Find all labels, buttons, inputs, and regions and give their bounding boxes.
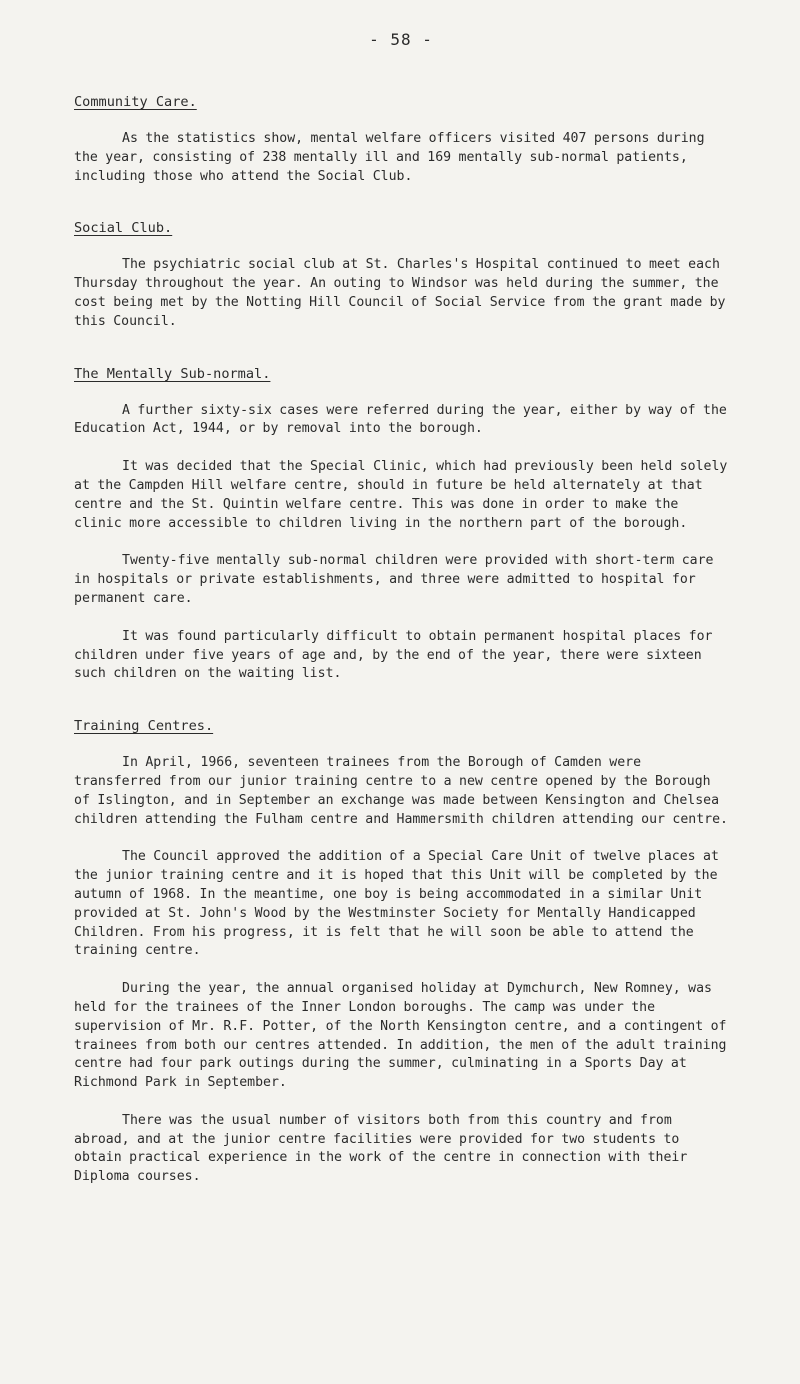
paragraph: During the year, the annual organised holiday at Dymchurch, New Romney, was held for the trainees of the Inner London boroughs. The camp was under the supervision of Mr. R.F. Potter, of the North Kensington centre, and a contingent of trainees from both our centres attended. In addition, the men of the adult training centre had four park outings during the summer, culminating in a Sports Day at Richmond Park in September. xyxy=(74,981,727,1091)
section-social-club xyxy=(74,219,728,331)
paragraph: A further sixty-six cases were referred during the year, either by way of the Education Act, 1944, or by removal into the borough. xyxy=(74,402,727,437)
section-heading: The Mentally Sub-normal. xyxy=(74,365,271,382)
paragraph: It was found particularly difficult to obtain permanent hospital places for children under five years of age and, by the end of the year, there were sixteen such children on the waiting list. xyxy=(74,628,713,682)
page-number: - 58 - xyxy=(369,30,433,49)
section-heading: Training Centres. xyxy=(74,718,214,735)
section-community-care xyxy=(74,93,728,186)
section-heading: Community Care. xyxy=(74,94,197,110)
paragraph: The Council approved the addition of a Special Care Unit of twelve places at the junior training centre and it is hoped that this Unit will be completed by the autumn of 1968. In the meantime, one boy is being accommodated in a similar Unit provided at St. John's Wood by the Westminster Society for Mentally Handicapped Children. From his progress, it is felt that he will soon be able to attend the training centre. xyxy=(74,849,719,959)
paragraph: In April, 1966, seventeen trainees from the Borough of Camden were transferred from our junior training centre to a new centre opened by the Borough of Islington, and in September an exchange was made between Kensington and Chelsea children attending the Fulham centre and Hammersmith children attending our centre. xyxy=(74,755,728,827)
paragraph: The psychiatric social club at St. Charles's Hospital continued to meet each Thursday throughout the year. An outing to Windsor was held during the summer, the cost being met by the Notting Hill Council of Social Service from the grant made by this Council. xyxy=(74,257,726,329)
paragraph: As the statistics show, mental welfare officers visited 407 persons during the year, consisting of 238 mentally ill and 169 mentally sub-normal patients, including those who attend the Social Club. xyxy=(74,131,705,184)
section-training-centres xyxy=(74,717,728,1187)
paragraph: Twenty-five mentally sub-normal children were provided with short-term care in hospitals or private establishments, and three were admitted to hospital for permanent care. xyxy=(74,553,714,606)
paragraph: There was the usual number of visitors both from this country and from abroad, and at the junior centre facilities were provided for two students to obtain practical experience in the work of the centre in connection with their Diploma courses. xyxy=(74,1112,688,1185)
section-mentally-sub-normal xyxy=(74,365,728,685)
paragraph: It was decided that the Special Clinic, which had previously been held solely at the Campden Hill welfare centre, should in future be held alternately at that centre and the St. Quintin welfare centre. This was done in order to make the clinic more accessible to children living in the northern part of the borough. xyxy=(74,459,728,531)
section-heading: Social Club. xyxy=(74,220,173,237)
